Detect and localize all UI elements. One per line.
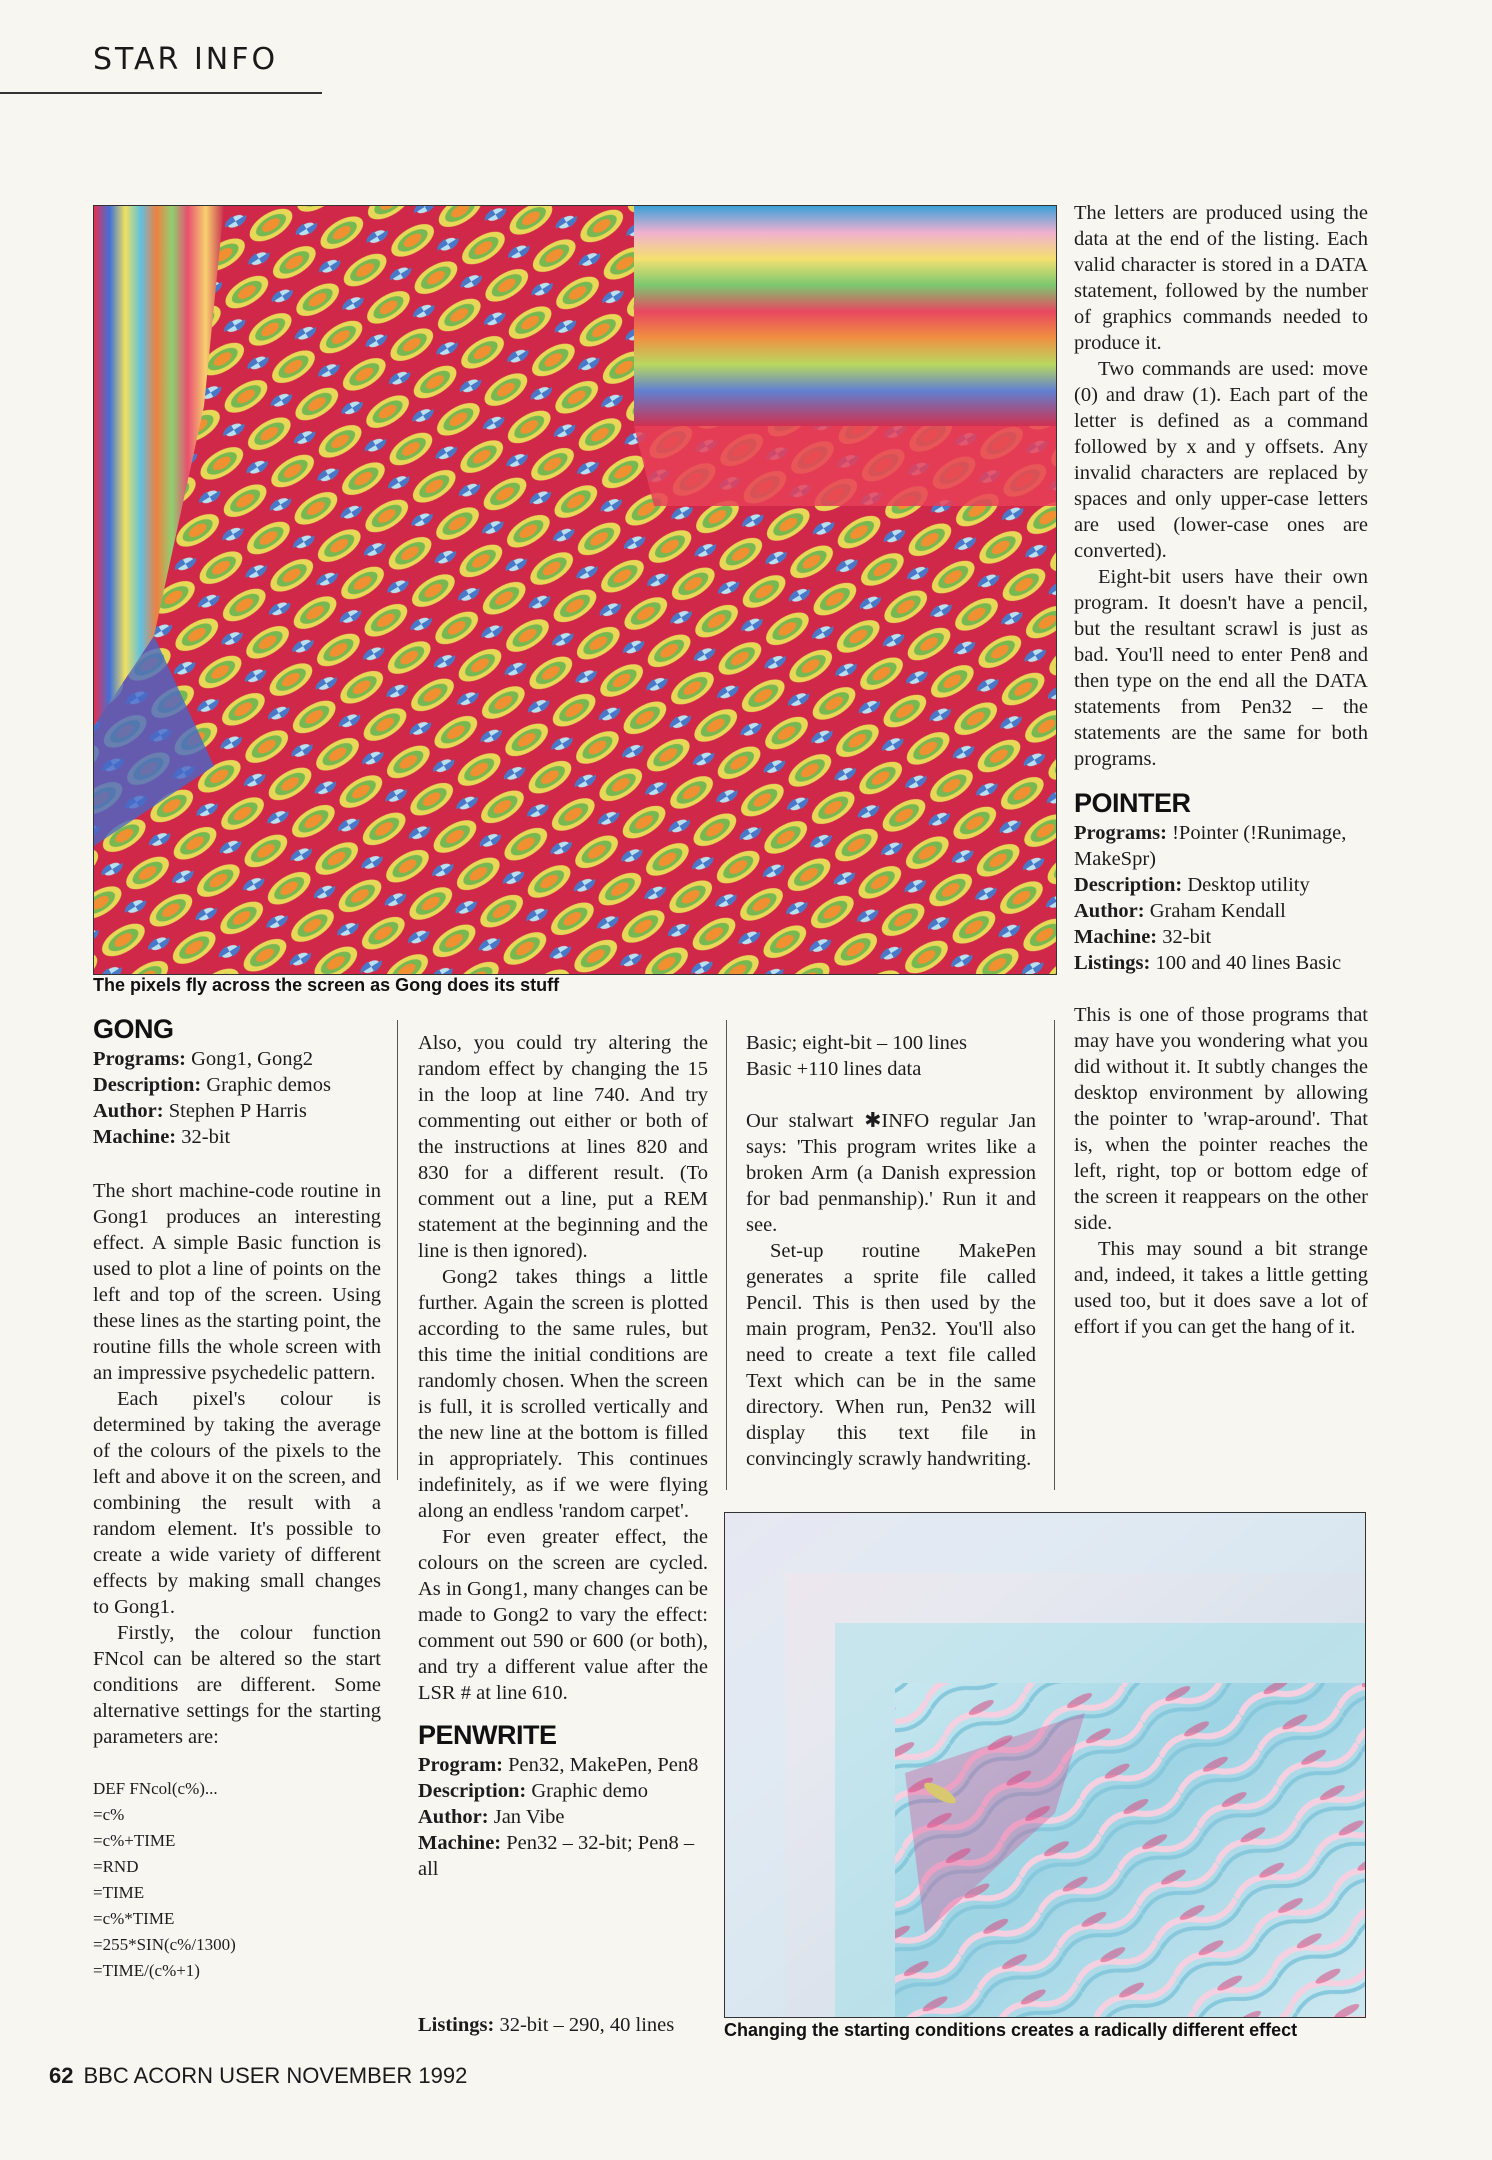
pointer-title: POINTER bbox=[1074, 788, 1191, 818]
penwrite-paragraph-5: Eight-bit users have their own program. It doesn't have a pencil, but the resultant scrawl is just as bad. You'll need to enter Pen8 and then type on the end all the DATA statements from Pen32 – the statements are the same for both programs. bbox=[1074, 566, 1368, 770]
penwrite-paragraph-1: Our stalwart ✱INFO regular Jan says: 'This program writes like a broken Arm (a Danish expression for bad penmanship).' Run it and see. bbox=[746, 1110, 1036, 1236]
pointer-paragraph-1: This is one of those programs that may have you wondering what you did without it. It subtly changes the desktop environment by allowing the pointer to 'wrap-around'. That is, when the pointer reaches the left, right, top or bottom edge of the screen it reappears on the other side. bbox=[1074, 1004, 1368, 1234]
column-4 bbox=[1074, 200, 1368, 1340]
code-line: =TIME/(c%+1) bbox=[93, 1961, 200, 1980]
gong-paragraph-2: Each pixel's colour is determined by taking the average of the colours of the pixels to the left and above it on the screen, and combining the result with a random element. It's possible to create a wide variety of different effects by making small changes to Gong1. bbox=[93, 1388, 381, 1618]
code-line: =RND bbox=[93, 1857, 139, 1876]
gong-programs: Programs: Gong1, Gong2 bbox=[93, 1048, 313, 1070]
column-divider bbox=[397, 1020, 398, 1480]
code-line: =255*SIN(c%/1300) bbox=[93, 1935, 236, 1954]
pointer-programs: Programs: !Pointer (!Runimage, MakeSpr) bbox=[1074, 822, 1347, 870]
gong-author: Author: Stephen P Harris bbox=[93, 1100, 307, 1122]
code-line: =c%+TIME bbox=[93, 1831, 176, 1850]
top-figure-caption: The pixels fly across the screen as Gong does its stuff bbox=[93, 975, 560, 995]
column-divider bbox=[726, 1020, 727, 1490]
code-line: DEF FNcol(c%)... bbox=[93, 1779, 218, 1798]
penwrite-description: Description: Graphic demo bbox=[418, 1780, 649, 1802]
gong-pattern-image bbox=[94, 206, 1056, 974]
column-1 bbox=[93, 1012, 381, 1984]
pointer-paragraph-2: This may sound a bit strange and, indeed, it takes a little getting used too, but it does save a lot of effort if you can get the hang of it. bbox=[1074, 1238, 1368, 1338]
penwrite-machine: Machine: Pen32 – 32-bit; Pen8 – all bbox=[418, 1832, 695, 1880]
page-number: 62 bbox=[49, 2063, 74, 2088]
gong-paragraph-4: Also, you could try altering the random effect by changing the 15 in the loop at line 740. And try commenting out either or both of the instructions at lines 820 and 830 for a different result. (To comment out a line, put a REM statement at the beginning and the line is then ignored). bbox=[418, 1032, 708, 1262]
penwrite-paragraph-3: The letters are produced using the data at the end of the listing. Each valid character is stored in a DATA statement, followed by the number of graphics commands needed to produce it. bbox=[1074, 202, 1368, 354]
magazine-name: BBC ACORN USER NOVEMBER 1992 bbox=[83, 2063, 468, 2088]
column-2 bbox=[418, 1030, 708, 1882]
pointer-author: Author: Graham Kendall bbox=[1074, 900, 1286, 922]
section-title: STAR INFO bbox=[93, 42, 279, 77]
penwrite-program: Program: Pen32, MakePen, Pen8 bbox=[418, 1754, 699, 1776]
gong-title: GONG bbox=[93, 1014, 174, 1044]
gong-paragraph-3: Firstly, the colour function FNcol can be altered so the start conditions are different. Some alternative settings for the starting parameters are: bbox=[93, 1622, 381, 1748]
penwrite-listings-block: Listings: 32-bit – 290, 40 lines bbox=[418, 2014, 675, 2036]
penwrite-listings-continued: Basic; eight-bit – 100 lines Basic +110 lines data bbox=[746, 1032, 967, 1080]
penwrite-paragraph-4: Two commands are used: move (0) and draw (1). Each part of the letter is defined as a command followed by x and y offsets. Any invalid characters are replaced by spaces and only upper-case letters are used (lower-case ones are converted). bbox=[1074, 358, 1368, 562]
bottom-figure-caption: Changing the starting conditions creates a radically different effect bbox=[724, 2020, 1298, 2040]
pastel-figure bbox=[724, 1512, 1366, 2018]
column-3-text bbox=[746, 1030, 1036, 1472]
pastel-pattern-image bbox=[725, 1513, 1365, 2017]
gong-paragraph-5: Gong2 takes things a little further. Again the screen is plotted according to the same rules, but this time the initial conditions are randomly chosen. When the screen is full, it is scrolled vertically and the new line at the bottom is filled in appropriately. This continues indefinitely, as if we were flying along an endless 'random carpet'. bbox=[418, 1266, 708, 1522]
code-line: =c% bbox=[93, 1805, 125, 1824]
pointer-machine: Machine: 32-bit bbox=[1074, 926, 1212, 948]
penwrite-paragraph-2: Set-up routine MakePen generates a sprite file called Pencil. This is then used by the main program, Pen32. You'll also need to create a text file called Text which can be in the same directory. When run, Pen32 will display this text file in convincingly scrawly handwriting. bbox=[746, 1240, 1036, 1470]
gong-machine: Machine: 32-bit bbox=[93, 1126, 231, 1148]
penwrite-title: PENWRITE bbox=[418, 1720, 557, 1750]
code-line: =TIME bbox=[93, 1883, 145, 1902]
column-divider bbox=[1054, 1020, 1055, 1490]
code-line: =c%*TIME bbox=[93, 1909, 175, 1928]
section-rule bbox=[0, 92, 322, 94]
gong-figure bbox=[93, 205, 1057, 975]
page-footer bbox=[49, 2063, 467, 2089]
gong-paragraph-6: For even greater effect, the colours on the screen are cycled. As in Gong1, many changes can be made to Gong2 to vary the effect: comment out 590 or 600 (or both), and try a different value after the LSR # at line 610. bbox=[418, 1526, 708, 1704]
pointer-listings: Listings: 100 and 40 lines Basic bbox=[1074, 952, 1342, 974]
gong-description: Description: Graphic demos bbox=[93, 1074, 331, 1096]
penwrite-author: Author: Jan Vibe bbox=[418, 1806, 565, 1828]
pointer-description: Description: Desktop utility bbox=[1074, 874, 1310, 896]
gong-paragraph-1: The short machine-code routine in Gong1 produces an interesting effect. A simple Basic function is used to plot a line of points on the left and top of the screen. Using these lines as the starting point, the routine fills the whole screen with an impressive psychedelic pattern. bbox=[93, 1180, 381, 1384]
